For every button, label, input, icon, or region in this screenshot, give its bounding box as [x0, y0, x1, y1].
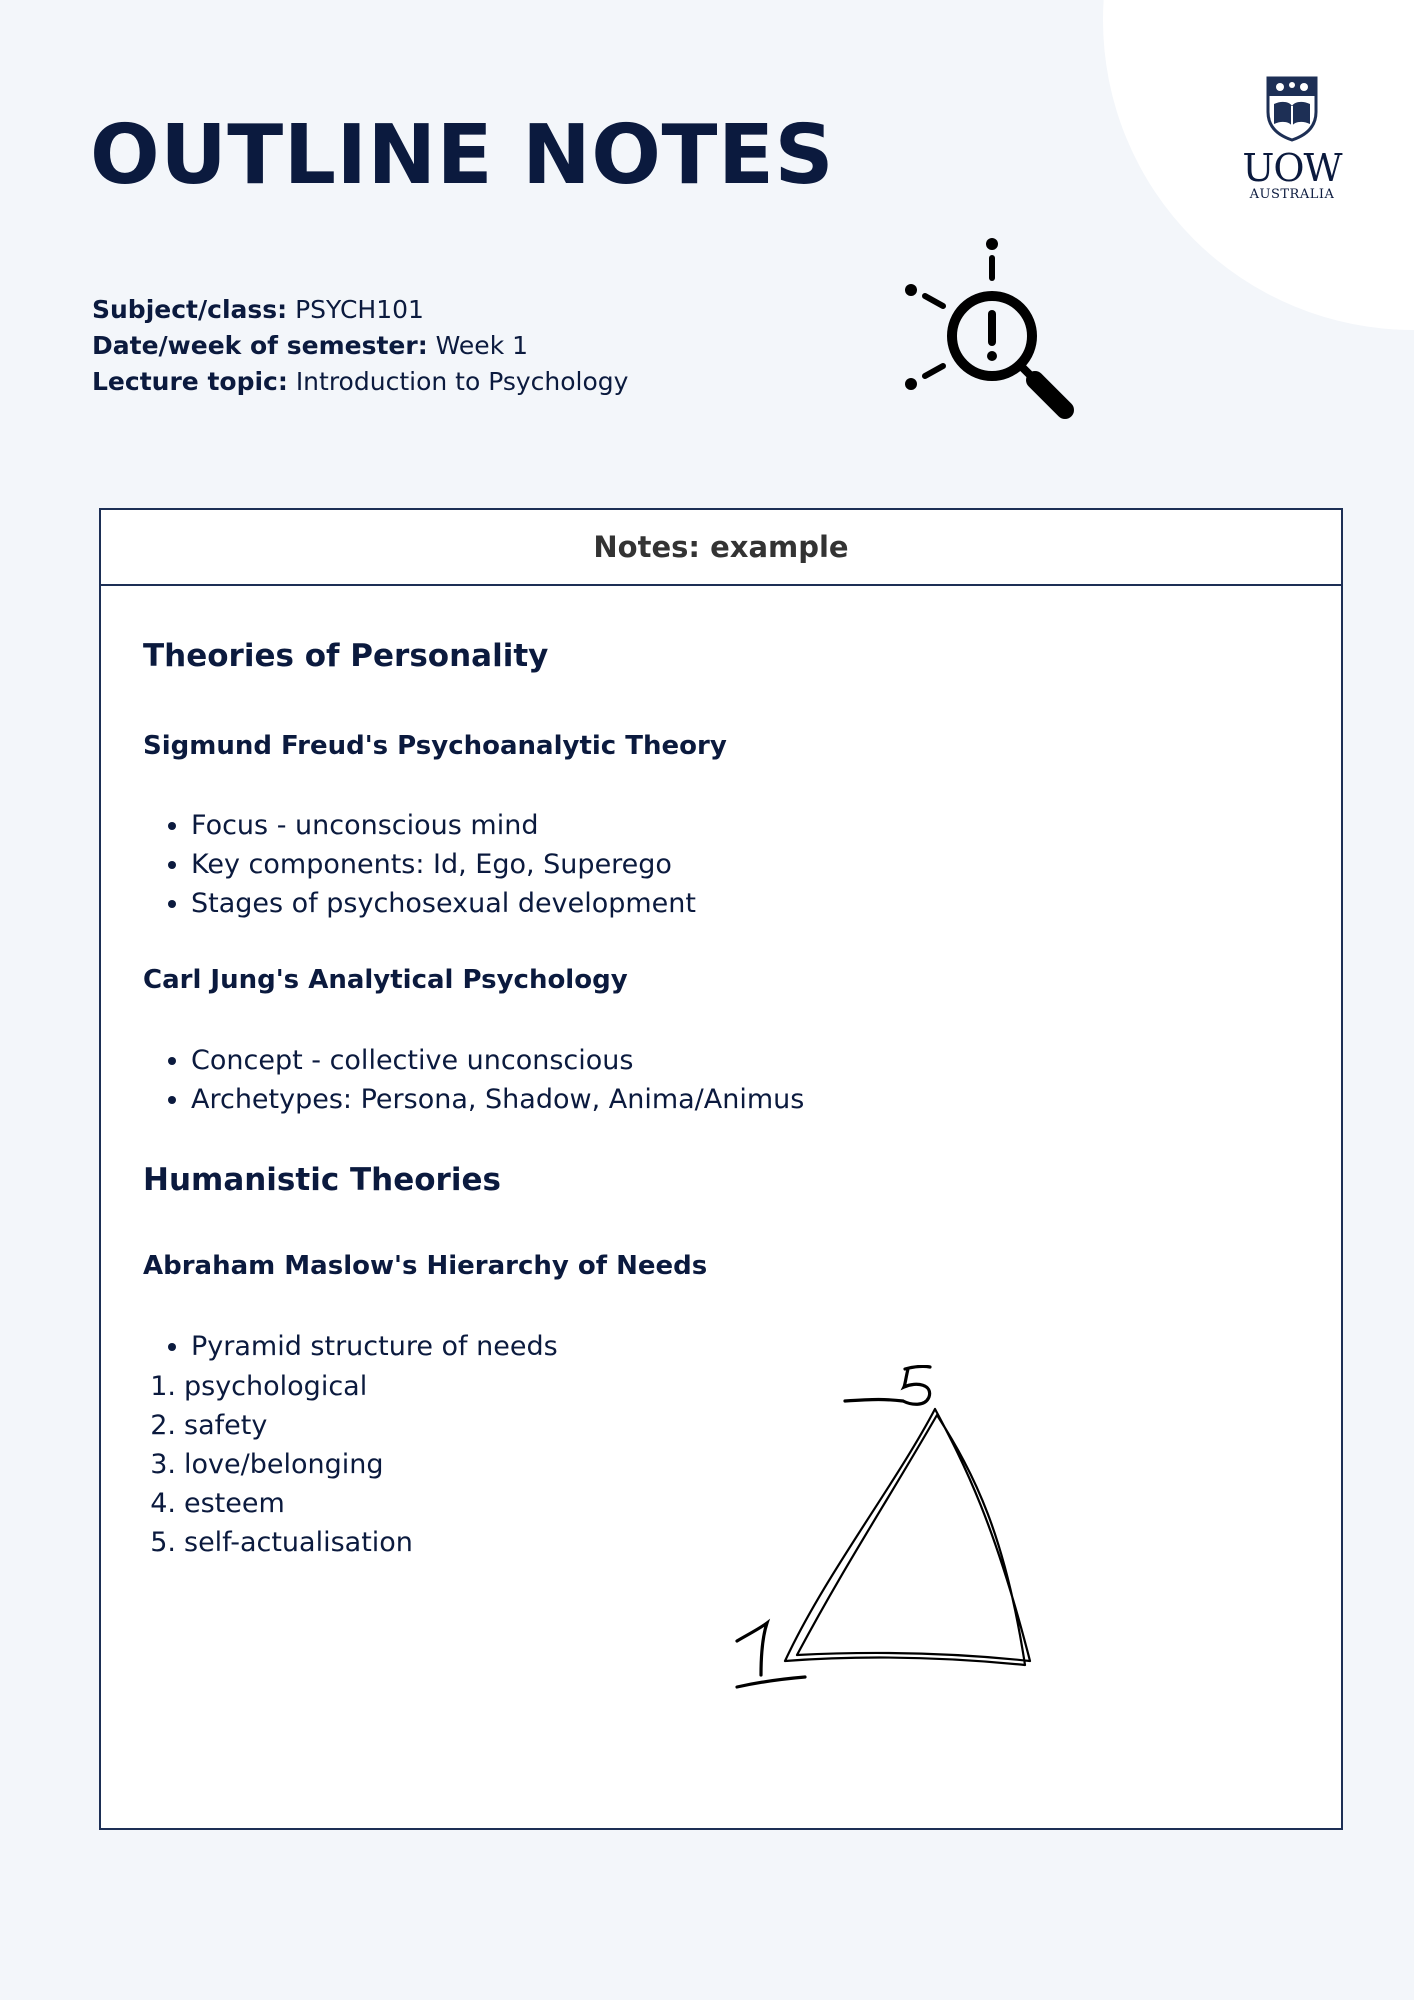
subsection-heading-maslow: Abraham Maslow's Hierarchy of Needs: [143, 1251, 708, 1281]
section-heading-humanistic: Humanistic Theories: [143, 1162, 501, 1198]
list-item: • Archetypes: Persona, Shadow, Anima/Animus: [191, 1080, 804, 1119]
list-item: [143, 1445, 413, 1484]
list-number: 4.: [150, 1488, 176, 1519]
notes-header: Notes: example: [101, 510, 1341, 586]
list-item: [143, 1367, 413, 1406]
logo-name: UOW: [1242, 146, 1342, 190]
meta-value: Introduction to Psychology: [295, 367, 629, 396]
meta-topic: [92, 364, 628, 400]
meta-value: Week 1: [435, 331, 529, 360]
meta-label: Lecture topic:: [92, 367, 288, 396]
list-item: [143, 1484, 413, 1523]
list-text: love/belonging: [184, 1449, 384, 1480]
maslow-bullet-list: [143, 1327, 558, 1366]
crest-icon: [1264, 74, 1320, 142]
meta-label: Subject/class:: [92, 295, 288, 324]
subsection-heading-jung: Carl Jung's Analytical Psychology: [143, 965, 628, 995]
maslow-numbered-list: [143, 1367, 413, 1562]
list-text: safety: [184, 1410, 268, 1441]
subsection-heading-freud: Sigmund Freud's Psychoanalytic Theory: [143, 731, 727, 761]
pyramid-top-label: 5: [900, 1365, 923, 1404]
list-text: esteem: [184, 1488, 285, 1519]
logo-subtitle: AUSTRALIA: [1249, 187, 1335, 202]
uow-logo: [1228, 74, 1356, 202]
list-item: • Pyramid structure of needs: [191, 1327, 558, 1366]
jung-bullet-list: [143, 1041, 804, 1119]
list-number: 1.: [150, 1371, 176, 1402]
meta-value: PSYCH101: [295, 295, 424, 324]
list-item: [143, 1406, 413, 1445]
list-item: • Focus - unconscious mind: [191, 806, 696, 845]
pyramid-bottom-label: 1: [735, 1649, 758, 1690]
section-heading-personality: Theories of Personality: [143, 638, 549, 674]
pyramid-bottom-mark: [737, 1623, 805, 1687]
meta-label: Date/week of semester:: [92, 331, 428, 360]
list-item: [143, 1523, 413, 1562]
list-number: 2.: [150, 1410, 176, 1441]
notes-box: [99, 508, 1343, 1830]
list-text: psychological: [184, 1371, 368, 1402]
list-item: • Concept - collective unconscious: [191, 1041, 804, 1080]
pyramid-outline: [785, 1409, 1030, 1665]
pyramid-top-mark: [845, 1366, 930, 1404]
search-alert-icon: [895, 232, 1095, 436]
list-number: 3.: [150, 1449, 176, 1480]
freud-bullet-list: [143, 806, 696, 923]
list-text: self-actualisation: [184, 1527, 413, 1558]
list-item: • Key components: Id, Ego, Superego: [191, 845, 696, 884]
pyramid-sketch: [725, 1365, 1125, 1709]
meta-week: [92, 328, 628, 364]
list-number: 5.: [150, 1527, 176, 1558]
meta-block: [92, 292, 628, 400]
list-item: • Stages of psychosexual development: [191, 884, 696, 923]
page-title: OUTLINE NOTES: [90, 108, 835, 203]
meta-subject: [92, 292, 628, 328]
